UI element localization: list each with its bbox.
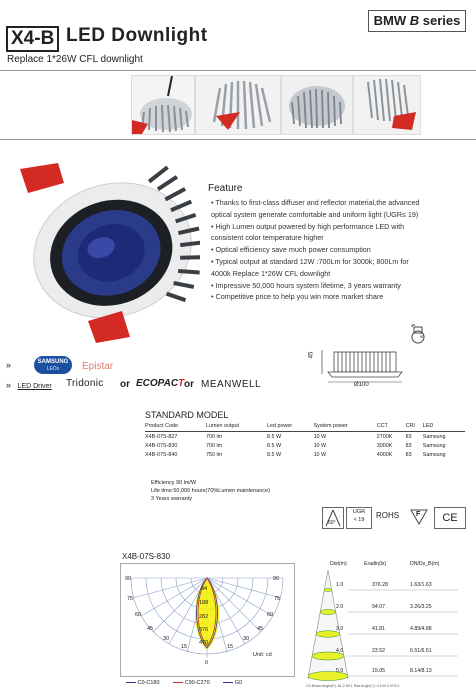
spec-notes bbox=[151, 479, 270, 503]
radial-value: 94 bbox=[201, 586, 208, 592]
photo-heatsink-angle bbox=[195, 75, 281, 135]
table-cell: Samsung bbox=[422, 451, 446, 458]
table-cell: 83 bbox=[405, 433, 412, 440]
bullet-arrow: » bbox=[6, 360, 12, 370]
or-text: or bbox=[184, 379, 194, 390]
cone-cell: 3.26/3.25 bbox=[410, 604, 432, 610]
cone-cell: 94.07 bbox=[372, 604, 385, 610]
dimension-diameter: Ø100 bbox=[354, 382, 369, 388]
table-cell: 10 W bbox=[313, 451, 327, 458]
table-header-row bbox=[145, 421, 465, 432]
cone-cell: 41.81 bbox=[372, 626, 385, 632]
certification-row bbox=[322, 507, 468, 529]
radial-value: 188 bbox=[199, 600, 209, 606]
table-cell: 3000K bbox=[376, 442, 393, 449]
angle-75-right: 75 bbox=[274, 596, 281, 602]
led-driver-label: LED Driver bbox=[17, 383, 52, 390]
note-efficiency: Efficiency 90 lm/W bbox=[151, 480, 197, 486]
cutout-value: 90 bbox=[420, 334, 425, 339]
table-cell: 8.5 W bbox=[266, 451, 282, 458]
cone-cell: 2.0 bbox=[336, 604, 344, 610]
dimension-drawing bbox=[304, 342, 414, 390]
photo-heatsink-fins bbox=[281, 75, 353, 135]
table-header: LED bbox=[423, 421, 465, 432]
table-cell: 83 bbox=[405, 451, 412, 458]
ecopact-logo: ECOPACT bbox=[136, 378, 185, 389]
epistar-logo: Epistar bbox=[82, 361, 114, 372]
table-cell: 700 lm bbox=[205, 442, 223, 449]
legend-label: C90-C270 bbox=[184, 680, 210, 686]
led-brand-row bbox=[6, 360, 11, 370]
model-code: X4-B bbox=[6, 26, 59, 52]
angle-30-right: 30 bbox=[243, 636, 250, 642]
radial-value: 470 bbox=[199, 640, 209, 646]
cone-cell: 1.0 bbox=[336, 582, 344, 588]
standard-model-title: STANDARD MODEL bbox=[145, 410, 229, 420]
table-cell: Samsung bbox=[422, 433, 446, 440]
samsung-logo: SAMSUNG LEDs bbox=[34, 356, 72, 374]
table-cell: 8.5 W bbox=[266, 442, 282, 449]
feature-item: • Typical output at standard 12W :700Lm for 3000k; 800Lm for bbox=[211, 256, 409, 266]
feature-item: • High Lumen output powered by high performance LED with bbox=[211, 221, 405, 231]
legend-swatch bbox=[223, 682, 233, 683]
note-lifetime: Life time:50,000 hours(70%Lumen maintenance) bbox=[151, 488, 270, 494]
dimension-height: 45 bbox=[308, 351, 315, 359]
radial-value: 376 bbox=[199, 627, 209, 633]
polar-chart-title: X4B-07S-830 bbox=[122, 552, 171, 561]
cone-cell: 8.14/8.13 bbox=[410, 668, 432, 674]
angle-15-right: 15 bbox=[227, 644, 234, 650]
angle-45-right: 45 bbox=[257, 626, 264, 632]
polar-legend bbox=[126, 680, 242, 686]
angle-30-left: 30 bbox=[163, 636, 170, 642]
feature-item: • Competitive price to help you win more market share bbox=[211, 292, 384, 302]
feature-item: consistent color temperature higher bbox=[211, 233, 324, 243]
feature-item: • Impressive 50,000 hours system lifetime, 3 years warranty bbox=[211, 280, 401, 290]
angle-15-left: 15 bbox=[181, 644, 188, 650]
ce-mark-icon: CE bbox=[434, 507, 466, 529]
table-header: CCT bbox=[377, 421, 406, 432]
driver-brand-row bbox=[6, 380, 52, 390]
feature-item: 4000k Replace 1*26W CFL downlight bbox=[211, 268, 331, 278]
radial-value: 282 bbox=[199, 614, 209, 620]
cone-header-eradin: Eradin(lx) bbox=[364, 561, 387, 567]
gallery-divider bbox=[0, 139, 476, 140]
table-row bbox=[145, 441, 465, 450]
ugr-icon: UGR < 19 bbox=[346, 507, 372, 529]
table-cell: 700 lm bbox=[205, 433, 223, 440]
cone-cell: 23.52 bbox=[372, 648, 385, 654]
cone-cell: 5.0 bbox=[336, 668, 344, 674]
table-cell: Samsung bbox=[422, 442, 446, 449]
page-title: LED Downlight bbox=[66, 25, 208, 46]
product-photo-downlight bbox=[18, 145, 200, 345]
cone-header-dn: DN/Dv_B(m) bbox=[410, 561, 440, 567]
legend-label: C0-C180 bbox=[137, 680, 160, 686]
angle-45-left: 45 bbox=[147, 626, 154, 632]
table-cell: X4B-07S-830 bbox=[145, 442, 178, 449]
cone-cell: 6.51/6.51 bbox=[410, 648, 432, 654]
or-text: or bbox=[120, 379, 130, 390]
cone-header-dist: Dist(m) bbox=[330, 561, 347, 567]
series-badge: BMW B series bbox=[368, 10, 466, 32]
polar-unit: Unit: cd bbox=[253, 652, 272, 658]
legend-swatch bbox=[173, 682, 183, 683]
legend-swatch bbox=[126, 682, 136, 683]
photo-heatsink-side bbox=[353, 75, 421, 135]
f-mark-icon: F bbox=[410, 508, 428, 526]
feature-list bbox=[210, 197, 472, 303]
page-subtitle: Replace 1*26W CFL downlight bbox=[7, 54, 143, 65]
cone-cell: 4.89/4.88 bbox=[410, 626, 432, 632]
polar-diagram bbox=[120, 563, 295, 677]
table-cell: 2700K bbox=[376, 433, 393, 440]
meanwell-logo: MEANWELL bbox=[201, 379, 262, 390]
angle-0: 0 bbox=[205, 660, 209, 666]
table-cell: 10 W bbox=[313, 442, 327, 449]
legend-label: G0 bbox=[234, 680, 243, 686]
table-cell: 750 lm bbox=[205, 451, 223, 458]
feature-item: • Optical efficiency save much power consumption bbox=[211, 245, 371, 255]
table-cell: X4B-07S-840 bbox=[145, 451, 178, 458]
standard-model-table bbox=[145, 421, 465, 460]
table-row bbox=[145, 432, 465, 442]
table-header: Product Code bbox=[145, 421, 206, 432]
feature-item: • Thanks to first-class diffuser and reflector material,the advanced bbox=[211, 198, 420, 207]
angle-60-right: 60 bbox=[267, 612, 274, 618]
cone-cell: 4.0 bbox=[336, 648, 344, 654]
table-header: Lumen output bbox=[206, 421, 267, 432]
illuminance-cone bbox=[306, 561, 470, 690]
table-cell: 10 W bbox=[313, 433, 327, 440]
table-header: Led power bbox=[267, 421, 314, 432]
cone-cell: 15.05 bbox=[372, 668, 385, 674]
bullet-arrow: » bbox=[6, 380, 12, 390]
cone-cell: 1.63/1.63 bbox=[410, 582, 432, 588]
angle-75-left: 75 bbox=[127, 596, 134, 602]
table-cell: X4B-07S-827 bbox=[145, 433, 178, 440]
table-cell: 4000K bbox=[376, 451, 393, 458]
cone-footer: C0 Beam Angle(E): 61.2 59.1 Rad Angle(?): 0.103 0.97/0.1 bbox=[306, 684, 400, 688]
feature-item: optical system generate comfortable and uniform light (UGR≤ 19) bbox=[211, 209, 419, 219]
table-cell: 8.5 W bbox=[266, 433, 282, 440]
beam-angle-icon: 60° bbox=[322, 507, 344, 529]
feature-title: Feature bbox=[208, 183, 243, 194]
table-header: CRI bbox=[406, 421, 423, 432]
angle-60-left: 60 bbox=[135, 612, 142, 618]
rohs-icon: ROHS bbox=[376, 511, 400, 520]
tridonic-logo: Tridonic bbox=[66, 378, 104, 389]
table-header: System power bbox=[314, 421, 377, 432]
table-row bbox=[145, 450, 465, 459]
cone-cell: 3.0 bbox=[336, 626, 344, 632]
table-cell: 83 bbox=[405, 442, 412, 449]
header-divider bbox=[0, 70, 476, 71]
cone-cell: 376.28 bbox=[372, 582, 388, 588]
photo-heatsink-top bbox=[131, 75, 195, 135]
note-warranty: 3 Years warranty bbox=[151, 496, 192, 502]
angle-90-right: 90 bbox=[273, 576, 280, 582]
angle-90-left: 90 bbox=[125, 576, 132, 582]
